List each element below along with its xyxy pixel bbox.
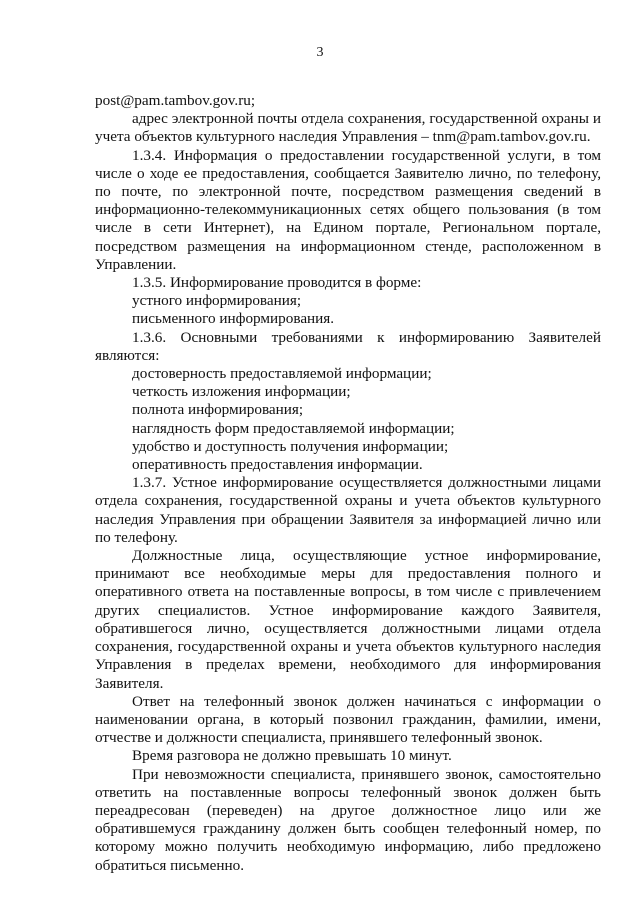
paragraph: четкость изложения информации;	[132, 383, 351, 401]
paragraph: оперативность предоставления информации.	[132, 456, 423, 474]
paragraph: 1.3.6. Основными требованиями к информированию Заявителей являются:	[95, 328, 601, 364]
paragraph: достоверность предоставляемой информации;	[132, 365, 432, 383]
paragraph: 1.3.5. Информирование проводится в форме:	[132, 274, 422, 292]
paragraph: Ответ на телефонный звонок должен начинаться с информации о наименовании органа, в который позвонил гражданин, фамилии, имени, отчестве и должности специалиста, принявшего телефонный звонок.	[95, 692, 601, 747]
paragraph: наглядность форм предоставляемой информации;	[132, 419, 455, 437]
paragraph: письменного информирования.	[132, 310, 335, 328]
paragraph: post@pam.tambov.gov.ru;	[95, 92, 256, 109]
paragraph: удобство и доступность получения информации;	[132, 437, 449, 455]
paragraph: адрес электронной почты отдела сохранения, государственной охраны и учета объектов культурного наследия Управления – tnm@pam.tambov.gov.ru.	[95, 110, 601, 146]
paragraph: Должностные лица, осуществляющие устное информирование, принимают все необходимые меры для предоставления полного и оперативного ответа на поставленные вопросы, в том числе с привлечением других специалистов. Устное информирование каждого Заявителя, обратившегося лично, осуществляется должностными лицами отдела сохранения, государственной охраны и учета объектов культурного наследия Управления в пределах времени, необходимого для информирования Заявителя.	[95, 547, 601, 692]
paragraph: Время разговора не должно превышать 10 минут.	[132, 747, 452, 765]
paragraph: 1.3.4. Информация о предоставлении государственной услуги, в том числе о ходе ее предоставления, сообщается Заявителю лично, по телефону, по почте, по электронной почте, посредством размещения сведений в информационно-телекоммуникационных сетях общего пользования (в том числе в сети Интернет), на Едином портале, Региональном портале, посредством размещения на информационном стенде, расположенном в Управлении.	[95, 146, 601, 273]
paragraph: При невозможности специалиста, принявшего звонок, самостоятельно ответить на поставленные вопросы телефонный звонок должен быть переадресован (переведен) на другое должностное лицо или же обратившемуся гражданину должен быть сообщен телефонный номер, по которому можно получить необходимую информацию, либо предложено обратиться письменно.	[95, 765, 601, 874]
paragraph: устного информирования;	[132, 292, 302, 310]
paragraph: полнота информирования;	[132, 401, 304, 419]
document-body	[95, 92, 601, 875]
page-number: 3	[316, 45, 324, 60]
paragraph: 1.3.7. Устное информирование осуществляется должностными лицами отдела сохранения, государственной охраны и учета объектов культурного наследия Управления при обращении Заявителя за информацией лично или по телефону.	[95, 474, 601, 546]
